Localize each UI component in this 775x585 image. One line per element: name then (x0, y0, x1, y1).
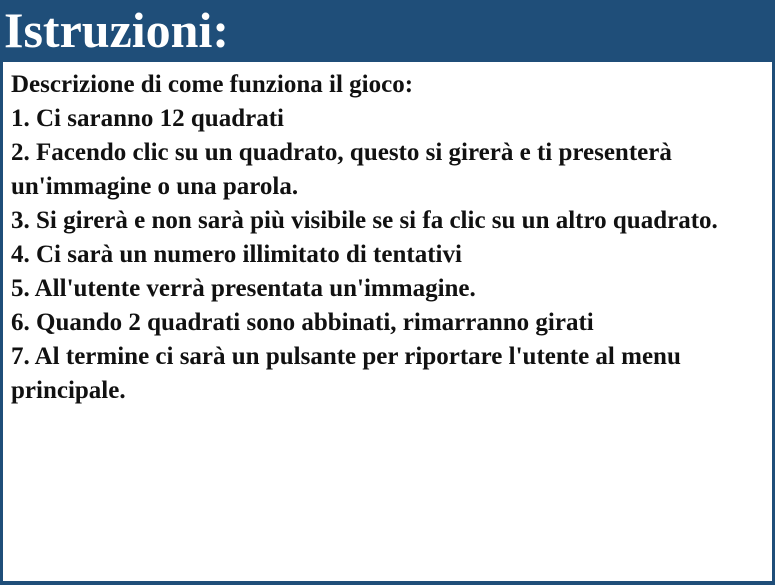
instruction-step-3: 3. Si girerà e non sarà più visibile se si fa clic su un altro quadrato. (11, 207, 718, 234)
instruction-step-1: 1. Ci saranno 12 quadrati (11, 105, 284, 132)
instructions-panel (3, 62, 772, 581)
instruction-step-7: 7. Al termine ci sarà un pulsante per riportare l'utente al menu principale. (11, 343, 681, 404)
instruction-step-6: 6. Quando 2 quadrati sono abbinati, rimarranno girati (11, 309, 594, 336)
title-bar (0, 0, 775, 61)
instructions-intro: Descrizione di come funziona il gioco: (11, 71, 414, 98)
instruction-step-2: 2. Facendo clic su un quadrato, questo si girerà e ti presenterà un'immagine o una parola. (11, 139, 672, 200)
instruction-step-5: 5. All'utente verrà presentata un'immagine. (11, 275, 476, 302)
page-title: Istruzioni: (4, 2, 229, 58)
instruction-step-4: 4. Ci sarà un numero illimitato di tentativi (11, 241, 462, 268)
